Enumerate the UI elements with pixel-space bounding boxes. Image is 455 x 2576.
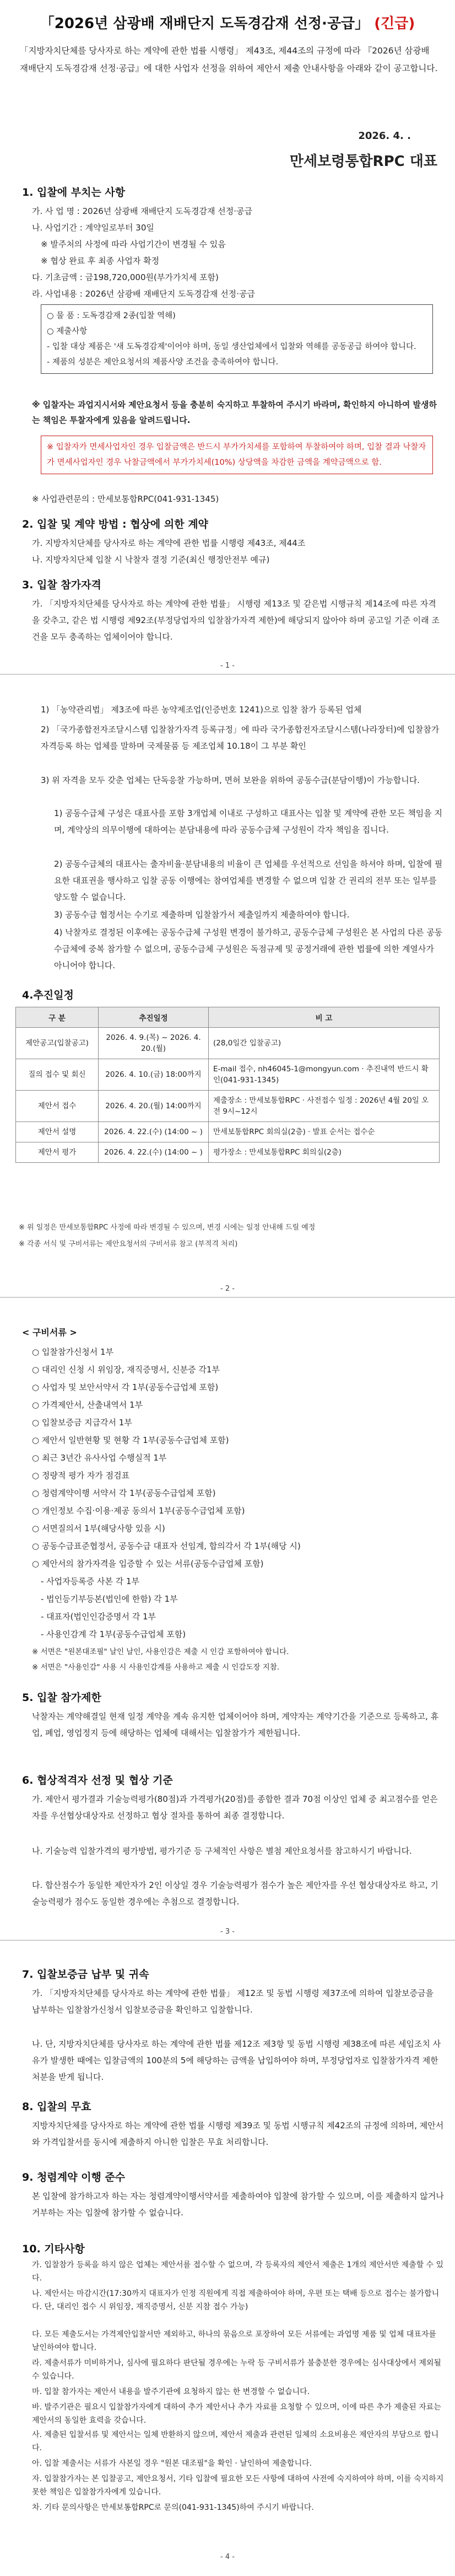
table-row: 제안공고(입찰공고) 2026. 4. 9.(목) ~ 2026. 4. 20.(월) (28,0일간 입찰공고) — [16, 1028, 440, 1059]
s7-item-b: 나. 기술능력 입찰가격의 평가방법, 평가기준 등 구체적인 사항은 별첨 제안요청서를 참고하시기 바랍니다. — [32, 1846, 412, 1856]
list-item: 자. 입찰참가자는 본 입찰공고, 제안요청서, 기타 입찰에 필요한 모든 사항에 대하여 사전에 숙지하여야 하며, 이를 숙지하지 못한 책임은 입찰참가자에게 있습니다. — [32, 2475, 444, 2497]
page-number: - 4 - — [220, 2553, 235, 2561]
section-3-title: 3. 입찰 참가자격 — [22, 579, 101, 591]
s10-text: 본 입찰에 참가하고자 하는 자는 청렴계약이행서약서를 제출하여야 입찰에 참가할 수 있으며, 이를 제출하지 않거나 거부하는 자는 입찰에 참가할 수 없습니다. — [32, 2191, 444, 2218]
list-item: ※ 서면은 "사용인감" 사용 시 사용인감계를 사용하고 제출 시 인감도장 지참. — [32, 1663, 280, 1672]
bid-notice: ※ 입찰자는 과업지시서와 제안요청서 등을 충분히 숙지하고 투찰하여 주시기 바라며, 확인하지 아니하여 발생하는 책임은 투찰자에게 있음을 알려드립니다. — [32, 400, 437, 425]
s1-note: ※ 발주처의 사정에 따라 사업기간이 변경될 수 있음 — [41, 239, 226, 249]
s7-item-a: 가. 제안서 평가결과 기술능력평가(80점)과 가격평가(20점)를 종합한 결과 70점 이상인 업체 중 최고점수를 얻은 자를 우선협상대상자로 선정하고 협상 절차를 통하여 최종 결정합니다. — [32, 1794, 438, 1821]
section-2-title: 2. 입찰 및 계약 방법 : 협상에 의한 계약 — [22, 518, 208, 530]
s7-item-c: 다. 합산점수가 동일한 제안자가 2인 이상일 경우 기술능력평가 점수가 높은 제안자를 우선 협상대상자로 하고, 기술능력평가 점수도 동일한 경우에는 추첨으로 결정합니다. — [32, 1880, 438, 1907]
intro-paragraph: 「지방자치단체를 당사자로 하는 계약에 관한 법률 시행령」 제43조, 제44조의 규정에 따라 『2026년 삼광배 재배단지 도독경감재 선정·공급』에 대한 사업자 선정을 위하여 제안서 제출 안내사항을 아래와 같이 공고합니다. — [20, 46, 438, 73]
section-4-title: 4.추진일정 — [22, 989, 74, 1001]
list-item: 차. 기타 문의사항은 만세보통합RPC로 문의(041-931-1345)하여 주시기 바랍니다. — [32, 2503, 314, 2512]
table-header: 추진일정 — [99, 1007, 209, 1028]
list-item: ○ 청렴계약이행 서약서 각 1부(공동수급업체 포함) — [32, 1488, 216, 1498]
s1-item-a: 가. 사 업 명 : 2026년 삼광배 재배단지 도독경감재 선정·공급 — [32, 206, 252, 216]
list-item: ○ 대리인 신청 시 위임장, 재직증명서, 신분증 각1부 — [32, 1365, 220, 1375]
section-8-title: 8. 입찰의 무효 — [22, 2101, 91, 2113]
s3-cond-3-1: 1) 공동수급체 구성은 대표사를 포함 3개업체 이내로 구성하고 대표사는 입찰 및 계약에 관한 모든 책임을 지며, 계약상의 의무이행에 대하여는 분담내용에 따라 공동수급체 구성원이 각자 책임을 집니다. — [54, 808, 443, 835]
product-spec-box: ○ 물 품 : 도독경감재 2종(입찰 역해) ○ 제출사항 - 입찰 대상 제품은 '새 도독경감제'이어야 하며, 동일 생산업체에서 입찰와 역해를 공동공급 하여야 합니다. - 제품의 성분은 제안요청서의 제품사양 조건을 충족하여야 합니다. — [41, 304, 433, 374]
schedule-footnote: ※ 위 일정은 만세보통합RPC 사정에 따라 변경될 수 있으며, 변경 시에는 일정 안내해 드릴 예정 — [19, 1223, 316, 1232]
page-number: - 1 - — [220, 662, 235, 670]
s8-item-b: 나. 단, 지방자치단체를 당사자로 하는 계약에 관한 법률 제12조 제3항 및 동법 시행령 제38조에 따른 세입조치 사유가 발생한 때에는 입찰금액의 100분의 5에 해당하는 금액을 납입하여야 하며, 부정당업자로 입찰참가자격 제한 처분을 받게 됩니다. — [32, 2039, 441, 2082]
table-header: 구 분 — [16, 1007, 99, 1028]
list-item: ○ 공동수급표준협정서, 공동수급 대표자 선임계, 합의각서 각 1부(해당 시) — [32, 1541, 301, 1551]
list-item: ○ 입찰참가신청서 1부 — [32, 1347, 114, 1357]
section-6-title: 6. 협상적격자 선정 및 협상 기준 — [22, 1774, 173, 1786]
list-item: ○ 제안서의 참가자격을 입증할 수 있는 서류(공동수급업체 포함) — [32, 1559, 264, 1569]
list-item: 다. 모든 제출도서는 가격제안입찰서만 제외하고, 하나의 묶음으로 포장하여 모든 서류에는 과업명 제품 및 업체 대표자를 날인하여야 합니다. — [32, 2330, 436, 2352]
s2-item-b: 나. 지방자치단체 입찰 시 낙찰자 결정 기준(최신 행정안전부 예규) — [32, 555, 270, 565]
section-10-title: 10. 기타사항 — [22, 2243, 85, 2255]
table-row: 제안서 평가 2026. 4. 22.(수) (14:00 ~ ) 평가장소 : 만세보통합RPC 회의실(2층) — [16, 1142, 440, 1163]
tax-notice-box: ※ 입찰자가 면세사업자인 경우 입찰금액은 반드시 부가가치세를 포함하여 투찰하여야 하며, 입찰 결과 낙찰자가 면세사업자인 경우 낙찰금액에서 부가가치세(10%) 상당액을 차감한 금액을 계약금액으로 함. — [41, 436, 433, 474]
list-item: 라. 제출서류가 미비하거나, 심사에 필요하다 판단될 경우에는 누락 등 구비서류가 불충분한 경우에는 심사대상에서 제외될 수 있습니다. — [32, 2359, 441, 2381]
list-item: ○ 사업자 및 보안서약서 각 1부(공동수급업체 포함) — [32, 1382, 219, 1392]
page-divider — [0, 1940, 455, 1941]
list-item: 가. 입찰참가 등록을 하지 않은 업체는 제안서를 접수할 수 없으며, 각 등록자의 제안서 제출은 1개의 제안서만 제출할 수 있다. — [32, 2261, 444, 2283]
page-divider — [0, 1297, 455, 1298]
s1-item-b: 나. 사업기간 : 계약일로부터 30일 — [32, 223, 154, 233]
list-item: ○ 정량적 평가 자가 점검표 — [32, 1471, 130, 1480]
urgent-label: (긴급) — [374, 15, 415, 32]
section-1-title: 1. 입찰에 부치는 사항 — [22, 186, 126, 198]
list-item: ○ 서면질의서 1부(해당사항 있을 시) — [32, 1523, 165, 1533]
s1-note-2: ※ 협상 완료 후 최종 사업자 확정 — [41, 256, 160, 266]
page-title: 「2026년 삼광배 재배단지 도독경감재 선정·공급」 (긴급) — [40, 15, 415, 32]
list-item: - 사용인감계 각 1부(공동수급업체 포함) — [41, 1629, 186, 1639]
list-item: ○ 입찰보증금 지급각서 1부 — [32, 1418, 132, 1427]
list-item: 나. 제안서는 마감시간(17:30까지 대표자가 인정 직원에게 직접 제출하여야 하며, 우편 또는 택배 등으로 접수는 불가합니다. 단, 대리인 접수 시 위임장, 재직증명서, 신분 지참 접수 가능) — [32, 2289, 440, 2311]
list-item: 사. 제출된 입찰서류 및 제안서는 일체 반환하지 않으며, 제안서 제출과 관련된 일체의 소요비용은 제안자의 부담으로 합니다. — [32, 2430, 439, 2452]
page-number: - 2 - — [220, 1285, 235, 1293]
s1-item-d: 라. 사업내용 : 2026년 삼광배 재배단지 도독경감재 선정·공급 — [32, 289, 255, 299]
docs-footnote: ※ 각종 서식 및 구비서류는 제안요청서의 구비서류 참고 (부적격 처리) — [19, 1240, 238, 1248]
list-item: - 사업자등록증 사본 각 1부 — [41, 1576, 139, 1586]
section-5-title: 5. 입찰 참가제한 — [22, 1692, 101, 1704]
list-item: - 대표자(법인인감증명서 각 1부 — [41, 1612, 156, 1622]
s3-cond-3-2: 2) 공동수급체의 대표사는 출자비율·분담내용의 비율이 큰 업체를 우선적으로 선임을 하셔야 하며, 입찰에 필요한 대표권을 행사하고 입찰 공동 이행에는 참여업체를 변경할 수 없으며 입찰 간 권리의 전부 또는 일부를 양도할 수 없습니다. — [54, 859, 443, 902]
section-7-title: 7. 입찰보증금 납부 및 귀속 — [22, 1968, 149, 1981]
s3-cond-3: 3) 위 자격을 모두 갖춘 업체는 단독응찰 가능하며, 면허 보완을 위하여 공동수급(분담이행)이 가능합니다. — [41, 775, 420, 785]
page-number: - 3 - — [220, 1928, 235, 1936]
list-item: ※ 서면은 "원본대조필" 날인 날인, 사용인감은 제출 시 인감 포함하여야 합니다. — [32, 1647, 289, 1656]
s8-item-a: 가. 「지방자치단체를 당사자로 하는 계약에 관한 법률」 제12조 및 동법 시행령 제37조에 의하여 입찰보증금을 납부하는 입찰참가신청서 입찰보증금을 확인하고 입찰합니다. — [32, 1988, 434, 2015]
s3-cond-2: 2) 「국가종합전자조달시스템 입찰참가자격 등록규정」에 따라 국가종합전자조달시스템(나라장터)에 입찰참가자격등록 하는 업체를 말하며 국제물품 등 제조업체 10.18이 그 부분 확인 — [41, 724, 440, 751]
list-item: ○ 개인정보 수집·이용·제공 동의서 1부(공동수급업체 포함) — [32, 1506, 245, 1516]
announce-date: 2026. 4. . — [358, 130, 411, 142]
table-row: 제안서 설명 2026. 4. 22.(수) (14:00 ~ ) 만세보통합RPC 회의실(2층) · 발표 순서는 접수순 — [16, 1122, 440, 1142]
table-header: 비 고 — [209, 1007, 440, 1028]
s3-cond-3-4: 4) 낙찰자로 결정된 이후에는 공동수급체 구성원 변경이 불가하고, 공동수급체 구성원은 본 사업의 다른 공동수급체에 중복 참가할 수 없으며, 공동수급체 구성원은 독점규제 및 공정거래에 관한 법률에 의한 계열사가 아니어야 합니다. — [54, 927, 443, 970]
list-item: ○ 최근 3년간 유사사업 수행실적 1부 — [32, 1453, 167, 1463]
s3-cond-3-3: 3) 공동수급 협정서는 수기로 제출하며 입찰참가서 제출일까지 제출하여야 합니다. — [54, 910, 350, 920]
s3-item-a: 가. 「지방자치단체를 당사자로 하는 계약에 관한 법률」 시행령 제13조 및 같은법 시행규칙 제14조에 따른 자격을 갖추고, 같은 법 시행령 제92조(부정당업자의 입찰참가자격 제한)에 해당되지 않아야 하며 공고일 기준 이래 조건을 모두 충족하는 업체이어야 합니다. — [32, 599, 440, 642]
list-item: 마. 입찰 참가자는 제안서 내용을 발주기관에 요청하지 않는 한 변경할 수 없습니다. — [32, 2387, 310, 2396]
list-item: 바. 발주기관은 필요시 입찰참가자에게 대하여 추가 제안서나 추가 자료를 요청할 수 있으며, 이에 따른 추가 제출된 자료는 제안서의 동일한 효력을 갖습니다. — [32, 2403, 441, 2425]
schedule-table — [15, 1007, 440, 1163]
list-item: ○ 제안서 일반현황 및 현황 각 1부(공동수급업체 포함) — [32, 1435, 229, 1445]
s9-text: 지방자치단체를 당사자로 하는 계약에 관한 법률 시행령 제39조 및 동법 시행규칙 제42조의 규정에 의하며, 제안서와 가격입찰서를 동시에 제출하지 아니한 입찰은 무효 처리합니다. — [32, 2121, 444, 2147]
page-divider — [0, 674, 455, 675]
list-item: - 법인등기부등본(법인에 한함) 각 1부 — [41, 1594, 178, 1604]
section-9-title: 9. 청렴계약 이행 준수 — [22, 2171, 126, 2183]
s1-contact: ※ 사업관련문의 : 만세보통합RPC(041-931-1345) — [32, 494, 219, 504]
list-item: ○ 가격제안서, 산출내역서 1부 — [32, 1400, 143, 1410]
announcer-org: 만세보령통합RPC 대표 — [289, 153, 437, 170]
required-docs-header: < 구비서류 > — [22, 1327, 77, 1338]
s1-item-c: 다. 기초금액 : 금198,720,000원(부가가치세 포함) — [32, 272, 219, 282]
table-row: 제안서 접수 2026. 4. 20.(월) 14:00까지 제출장소 : 만세보통합RPC · 사전접수 일정 : 2026년 4월 20일 오전 9시~12시 — [16, 1091, 440, 1122]
list-item: 아. 입찰 제출서는 서류가 사본일 경우 "원본 대조필"을 확인 · 날인하여 제출합니다. — [32, 2459, 312, 2468]
s6-text: 낙찰자는 계약해결일 현재 일정 계약을 계속 유지한 업체이어야 하며, 계약자는 계약기간을 기준으로 등록하고, 휴업, 폐업, 영업정지 등에 해당하는 업체에 대해서는 입찰참가가 제한됩니다. — [32, 1711, 439, 1738]
table-row: 질의 접수 및 회신 2026. 4. 10.(금) 18:00까지 E-mail 접수, nh46045-1@mongyun.com · 추진내역 반드시 확인(041-931-1345) — [16, 1059, 440, 1091]
s3-cond-1: 1) 「농약관리법」 제3조에 따른 농약제조업(인증번호 1241)으로 입찰 참가 등록된 업체 — [41, 705, 362, 715]
s2-item-a: 가. 지방자치단체를 당사자로 하는 계약에 관한 법률 시행령 제43조, 제44조 — [32, 538, 306, 548]
